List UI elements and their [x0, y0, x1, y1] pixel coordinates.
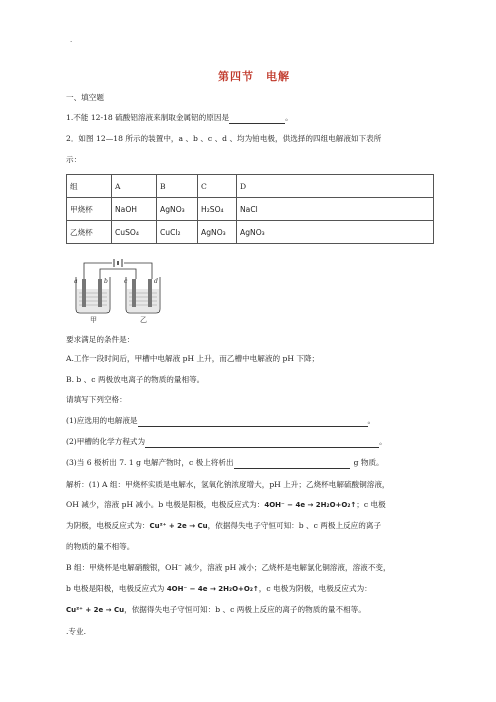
conditions-intro: 要求满足的条件是：	[66, 335, 135, 344]
analysis-line-2	[66, 500, 386, 510]
table-cell: AgNO₃	[157, 198, 198, 221]
table-cell: 甲烧杯	[67, 198, 112, 221]
analysis-text: 减少，溶液 pH 减小。b 电极是阳极，电极反应式为：	[78, 500, 265, 509]
analysis-text: ；c 电极	[356, 500, 386, 509]
fill-question-2	[66, 437, 387, 448]
question-1-end: 。	[285, 113, 293, 122]
answer-blank[interactable]	[229, 113, 285, 124]
fill-question-3	[66, 458, 384, 469]
analysis-text: ，依据得失电子守恒可知：b 、c 两极上反应的离子的物质的量不相等。	[124, 605, 366, 614]
analysis-line-6	[66, 584, 372, 594]
table-header-cell: C	[198, 175, 237, 198]
fill-question-1-end: 。	[367, 416, 376, 425]
electrode-label-d: d	[154, 278, 158, 285]
fill-question-3-text: (3)当 6 极析出 7. 1 g 电解产物时，c 极上将析出	[66, 458, 234, 467]
analysis-line-3	[66, 521, 381, 531]
answer-blank[interactable]	[234, 458, 350, 469]
table-cell: CuSO₄	[112, 221, 157, 244]
cathode-equation: Cu²⁺ + 2e → Cu	[66, 606, 125, 614]
page-footer: .专业.	[66, 627, 87, 636]
beaker-label-yi: 乙	[140, 316, 147, 323]
question-1-text: 1.不能 12-18 硫酸铝溶液来制取金属铝的原因是	[66, 113, 230, 122]
header-mark: .	[70, 36, 73, 44]
fill-intro: 请填写下列空格：	[66, 395, 127, 404]
analysis-text: b 电极是阳极，电极反应式为	[66, 584, 167, 593]
question-1	[66, 113, 293, 124]
page-title: 第四节 电解	[218, 70, 290, 83]
table-cell: H₂SO₄	[198, 198, 237, 221]
analysis-line-4: 的物质的量不相等。	[66, 542, 135, 551]
electrode-label-c: c	[124, 278, 128, 285]
electrode-label-a: a	[74, 278, 78, 285]
beaker-label-jia: 甲	[90, 316, 97, 323]
fill-question-2-text: (2)甲槽的化学方程式为	[66, 437, 146, 446]
table-header-cell: D	[237, 175, 434, 198]
condition-a: A.工作一段时间后，甲槽中电解液 pH 上升，而乙槽中电解液的 pH 下降；	[66, 354, 320, 363]
answer-blank[interactable]	[145, 437, 379, 448]
analysis-line-7	[66, 605, 366, 615]
electrode-label-b: b	[104, 278, 108, 285]
answer-blank[interactable]	[138, 416, 368, 427]
fill-question-1-text: (1)应选用的电解液是	[66, 416, 138, 425]
anode-equation: 4OH⁻ − 4e → 2H₂O+O₂↑	[166, 585, 259, 593]
fill-question-2-end: 。	[379, 437, 387, 446]
question-2-line1: 2．如图 12—18 所示的装置中，a 、b 、c 、d 、均为铂电极，供选择的四组电解液如下表所	[66, 134, 382, 143]
question-2-line2: 示：	[66, 155, 82, 164]
table-cell: CuCl₂	[157, 221, 198, 244]
analysis-text: 为阴极，电极反应式为：	[66, 521, 150, 530]
table-header-cell: B	[157, 175, 198, 198]
table-row	[67, 198, 434, 221]
table-cell: 乙烧杯	[67, 221, 112, 244]
analysis-text: ，c 电极为阴极，电极反应式为：	[258, 584, 372, 593]
table-header-row	[67, 175, 434, 198]
table-header-cell: 组	[67, 175, 112, 198]
anode-equation: 4OH⁻ − 4e → 2H₂O+O₂↑	[264, 501, 357, 509]
cathode-equation: Cu²⁺ + 2e → Cu	[149, 522, 208, 530]
table-cell: NaCl	[237, 198, 434, 221]
table-row	[67, 221, 434, 244]
electrolyte-table	[66, 174, 434, 244]
analysis-line-5: B 组：甲烧杯是电解硝酸银，OH⁻ 减少，溶液 pH 减小；乙烧杯是电解氯化铜溶液，溶液不变，	[66, 563, 391, 572]
table-cell: AgNO₃	[237, 221, 434, 244]
section-heading: 一、填空题	[66, 93, 104, 102]
electrolysis-apparatus-figure	[70, 255, 166, 323]
table-header-cell: A	[112, 175, 157, 198]
fill-question-3-unit: g 物质。	[353, 458, 384, 467]
hydroxide-symbol: OH	[66, 500, 79, 509]
analysis-line-1: 解析：(1) A 组：甲烧杯实质是电解水，氢氧化钠浓度增大，pH 上升；乙烧杯电解硫酸铜溶液，	[66, 480, 390, 489]
table-cell: NaOH	[112, 198, 157, 221]
condition-b: B. b 、c 两极放电离子的物质的量相等。	[66, 375, 205, 384]
fill-question-1	[66, 416, 375, 427]
analysis-text: ，依据得失电子守恒可知：b 、c 两极上反应的离子	[207, 521, 382, 530]
table-cell: AgNO₃	[198, 221, 237, 244]
